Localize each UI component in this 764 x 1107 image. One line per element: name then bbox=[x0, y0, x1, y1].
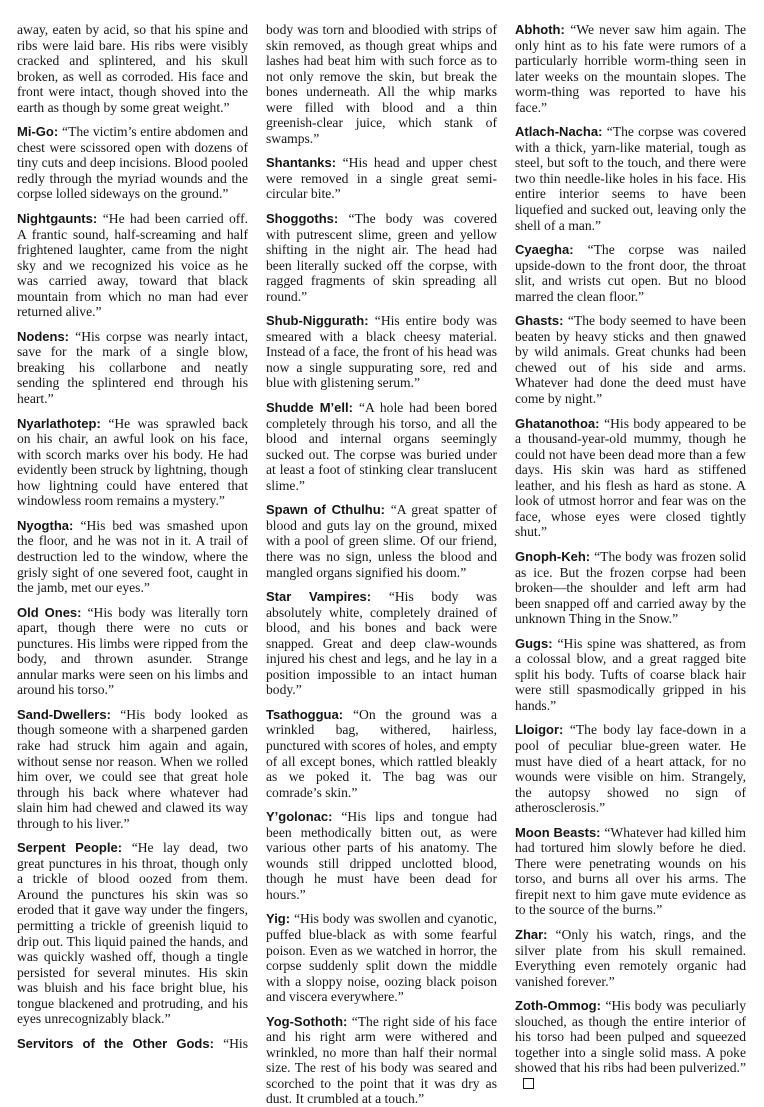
entry-name: Cyaegha bbox=[515, 242, 570, 258]
entry-text: “His corpse was nearly intact, save for the mark of a single blow, breaking his collarbone and neatly sending the splintered end through his heart.” bbox=[17, 328, 248, 407]
entry-name: Lloigor bbox=[515, 722, 560, 738]
entry-name: Mi-Go bbox=[17, 124, 54, 140]
entry-text: “The corpse was covered with a thick, yarn-like material, tough as steel, but soft to the touch, and there were two thin needle-like holes in his face. His entire interior seems to have been liquefied and sucked out, leaving only the shell of a man.” bbox=[515, 124, 746, 233]
entry-name: Shudde M’ell bbox=[266, 400, 349, 416]
entry-star-vampires: Star Vampires: “His body was absolutely white, completely drained of blood, and his bones and back were snapped. Great and deep claw-wounds injured his chest and legs, and he lay in a position impossible to an intact human body.” bbox=[266, 589, 497, 698]
entry-name: Nyogtha bbox=[17, 517, 69, 533]
entry-name: Moon Beasts bbox=[515, 824, 597, 840]
entry-shoggoths: Shoggoths: “The body was covered with putrescent slime, green and yellow shifting in the night air. The head had been literally sucked off the corpse, with ragged fragments of skin spreading all round.” bbox=[266, 211, 497, 304]
entry-text: “He had been carried off. A frantic sound, half-screaming and half frightened laughter, came from the night sky and we recognized his voice as he was carried away, toward that black mountain from which no man had ever returned alive.” bbox=[17, 211, 248, 320]
entry-abhoth: Abhoth: “We never saw him again. The only hint as to his fate were rumors of a particularly horrible worm-thing seen in later weeks on the mountain slopes. The worm-thing was reported to have his face.” bbox=[515, 22, 746, 115]
entry-text: “He was sprawled back on his chair, an awful look on his face, with scorch marks over his body. He had evidently been struck by lightning, though how lightning could have entered that windowless room remains a mystery.” bbox=[17, 415, 248, 509]
entry-ghatanothoa: Ghatanothoa: “His body appeared to be a thousand-year-old mummy, though he could not have been dead more than a few days. His skin was hard as stiffened leather, and his flesh as hard as stone. A look of utmost horror and fear was on the face, whose eyes were closed tightly shut.” bbox=[515, 415, 746, 540]
entry-name: Spawn of Cthulhu bbox=[266, 502, 381, 518]
entry-tsathoggua: Tsathoggua: “On the ground was a wrinkled bag, withered, hairless, punctured with scores of holes, and empty of all except bones, which rattled bleakly as we poked it. The bag was our comrade’s skin.” bbox=[266, 706, 497, 800]
entry-text: “His spine was shattered, as from a colossal blow, and a great ragged bite split his body. Tufts of coarse black hair were still spasmodically gripped in his hands.” bbox=[515, 635, 746, 713]
text-column-1 bbox=[17, 22, 248, 1086]
entry-name: Serpent People bbox=[17, 840, 118, 856]
entry-spawn-of-cthulhu: Spawn of Cthulhu: “A great spatter of blood and guts lay on the ground, mixed with a pool of green slime. Of our friend, there was no sign, unless the blood and mangled organs signified his doom.” bbox=[266, 502, 497, 580]
entry-text: “The body lay face-down in a pool of peculiar blue-green water. He must have died of a heart attack, for no wounds were visible on him. Strangely, the autopsy showed no sign of atherosclerosis.” bbox=[515, 722, 746, 816]
entry-name: Sand-Dwellers bbox=[17, 706, 107, 722]
entry-text: “On the ground was a wrinkled bag, withered, hairless, punctured with scores of holes, and empty of all except bones, which rattled bleakly as we poked it. The bag was our comrade’s skin.” bbox=[266, 706, 497, 800]
entry-gugs: Gugs: “His spine was shattered, as from a colossal blow, and a great ragged bite split his body. Tufts of coarse black hair were still spasmodically gripped in his hands.” bbox=[515, 635, 746, 713]
entry-name: Star Vampires bbox=[266, 589, 367, 605]
entry-name: Zoth-Ommog bbox=[515, 998, 597, 1014]
text-column-2 bbox=[266, 22, 498, 1107]
entry-text: “His bed was smashed upon the floor, and he was not in it. A trail of destruction led to the window, where the grisly sight of one severed foot, caught in the jamb, met our eyes.” bbox=[17, 517, 248, 596]
entry-text: “His body looked as though someone with a sharpened garden rake had struck him again and again, without sense nor reason. When we rolled him over, we could see that great hole through his back where whatever had slain him had chewed and clawed its way through to his liver.” bbox=[17, 706, 248, 831]
entry-name: Zhar bbox=[515, 926, 544, 942]
entry-text: “His body was literally torn apart, though there were no cuts or punctures. His limbs were ripped from the body, and thrown asunder. Strange annular marks were seen on his limbs and around his torso.” bbox=[17, 604, 249, 698]
entry-name: Tsathoggua bbox=[266, 706, 339, 722]
entry-shudde-mell: Shudde M’ell: “A hole had been bored completely through his torso, and all the blood and internal organs seemingly sucked out. The corpse was buried under at least a foot of stinking clear translucent slime.” bbox=[266, 400, 497, 493]
entry-text: “Whatever had killed him had tortured him slowly before he died. There were penetrating wounds on his torso, and burns all over his arms. The firepit next to him gave mute evidence as to the source of the burns.” bbox=[515, 824, 746, 918]
entry-name: Yig bbox=[266, 911, 286, 927]
entry-text: “His bbox=[223, 1035, 248, 1051]
entry-old-ones: Old Ones: “His body was literally torn apart, though there were no cuts or punctures. His limbs were ripped from the body, and thrown asunder. Strange annular marks were seen on his limbs and around his torso.” bbox=[17, 604, 249, 698]
entry-text: “The body was covered with putrescent slime, green and yellow shifting in the night air. The head had been literally sucked off the corpse, with ragged fragments of skin spreading all round.” bbox=[266, 211, 497, 304]
entry-name: Abhoth bbox=[515, 22, 561, 37]
entry-text: “The corpse was nailed upside-down to the front door, the throat slit, and wrists cut open. But no blood marred the clean floor.” bbox=[515, 242, 746, 304]
entry-mi-go: Mi-Go: “The victim’s entire abdomen and chest were scissored open with dozens of tiny cuts and deep incisions. Blood pooled redly through the myriad wounds and the corpse lolled sideways on the ground.” bbox=[17, 124, 248, 202]
entry-nightgaunts: Nightgaunts: “He had been carried off. A frantic sound, half-screaming and half frightened laughter, came from the night sky and we recognized his voice as he was carried away, toward that black mountain from which no man had ever returned alive.” bbox=[17, 211, 248, 320]
entry-name: Servitors of the Other Gods bbox=[17, 1035, 210, 1051]
entry-zhar: Zhar: “Only his watch, rings, and the silver plate from his skull remained. Everything even remotely organic had vanished forever.” bbox=[515, 926, 746, 989]
entry-text: “The body was frozen solid as ice. But the frozen corpse had been broken—the shoulder and left arm had been snapped off and carried away by the unknown Thing in the Snow.” bbox=[515, 548, 746, 627]
entry-name: Shantanks bbox=[266, 155, 332, 171]
entry-atlach-nacha: Atlach-Nacha: “The corpse was covered with a thick, yarn-like material, tough as steel, but soft to the touch, and there were two thin needle-like holes in his face. His entire interior seems to have been liquefied and sucked out, leaving only the shell of a man.” bbox=[515, 124, 746, 233]
continued-paragraph: body was torn and bloodied with strips of skin removed, as though great whips and lashes had beat him with such force as to not only remove the skin, but break the bones underneath. All the whip marks were filled with blood and a thin greenish-clear juice, which stank of swamps.” bbox=[266, 22, 497, 146]
entry-lloigor: Lloigor: “The body lay face-down in a pool of peculiar blue-green water. He must have died of a heart attack, for no wounds were visible on him. Strangely, the autopsy showed no sign of atherosclerosis.” bbox=[515, 722, 746, 816]
entry-name: Gugs bbox=[515, 635, 549, 651]
entry-sand-dwellers: Sand-Dwellers: “His body looked as though someone with a sharpened garden rake had struck him again and again, without sense nor reason. When we rolled him over, we could see that great hole through his back where whatever had slain him had chewed and clawed its way through to his liver.” bbox=[17, 706, 248, 831]
entry-text: “A great spatter of blood and guts lay on the ground, mixed with a pool of green slime. Of our friend, there was no sign, unless the blood and mangled organs signified his doom.” bbox=[266, 502, 497, 580]
entry-text: “His entire body was smeared with a black cheesy material. Instead of a face, the front of his head was now a single suppurating sore, red and blue with glistening serum.” bbox=[266, 313, 497, 391]
entry-cyaegha: Cyaegha: “The corpse was nailed upside-down to the front door, the throat slit, and wrists cut open. But no blood marred the clean floor.” bbox=[515, 242, 746, 304]
end-of-article-box-icon bbox=[523, 1078, 534, 1089]
entry-text: “The victim’s entire abdomen and chest were scissored open with dozens of tiny cuts and deep incisions. Blood pooled redly through the myriad wounds and the corpse lolled sideways on the ground.” bbox=[17, 124, 248, 202]
entry-text: “His body was peculiarly slouched, as though the entire interior of his torso had been pulped and squeezed together into a single solid mass. A poke showed that his ribs had been pulverized.” bbox=[515, 998, 746, 1076]
entry-name: Shoggoths bbox=[266, 211, 334, 227]
entry-text: “We never saw him again. The only hint as to his fate were rumors of a particularly horrible worm-thing seen in later weeks on the mountain slopes. The worm-thing was reported to have his face.” bbox=[515, 22, 746, 115]
entry-zoth-ommog: Zoth-Ommog: “His body was peculiarly slouched, as though the entire interior of his torso had been pulped and squeezed together into a single solid mass. A poke showed that his ribs had been pulverized.” bbox=[515, 998, 746, 1091]
entry-text: “The body seemed to have been beaten by heavy sticks and then gnawed by wild animals. Great chunks had been chewed out of his side and arms. Whatever had done the deed must have come by night.” bbox=[515, 313, 746, 407]
entry-shantanks: Shantanks: “His head and upper chest were removed in a single great semi-circular bite.” bbox=[266, 155, 497, 202]
entry-yig: Yig: “His body was swollen and cyanotic, puffed blue-black as with some fearful poison. Even as we watched in horror, the corpse suddenly split down the middle with a sloppy noise, oozing black poison and viscera everywhere.” bbox=[266, 911, 497, 1005]
entry-text: “His body was swollen and cyanotic, puffed blue-black as with some fearful poison. Even as we watched in horror, the corpse suddenly split down the middle with a sloppy noise, oozing black poison and viscera everywhere.” bbox=[266, 911, 497, 1005]
entry-text: “A hole had been bored completely through his torso, and all the blood and internal organs seemingly sucked out. The corpse was buried under at least a foot of stinking clear translucent slime.” bbox=[266, 400, 497, 493]
entry-servitors-of-the-other-gods: Servitors of the Other Gods: “His bbox=[17, 1035, 248, 1051]
entry-nyarlathotep: Nyarlathotep: “He was sprawled back on his chair, an awful look on his face, with scorch marks over his body. He had evidently been struck by lightning, though how lightning could have entered that windowless room remains a mystery.” bbox=[17, 415, 248, 509]
entry-text: “His body appeared to be a thousand-year-old mummy, though he could not have been dead more than a few days. His skin was hard as stiffened leather, and his flesh as hard as stone. A look of utmost horror and fear was on the face, whose eyes were closed tightly shut.” bbox=[515, 415, 746, 540]
entry-moon-beasts: Moon Beasts: “Whatever had killed him had tortured him slowly before he died. There were penetrating wounds on his torso, and burns all over his arms. The firepit next to him gave mute evidence as to the source of the burns.” bbox=[515, 824, 746, 918]
entry-name: Old Ones bbox=[17, 604, 78, 620]
text-column-3 bbox=[515, 22, 750, 1086]
entry-text: “The right side of his face and his right arm were withered and wrinkled, no more than half their normal size. The rest of his body was seared and scorched to the point that it was dry as dust. It crumbled at a touch.” bbox=[266, 1013, 498, 1107]
entry-nodens: Nodens: “His corpse was nearly intact, save for the mark of a single blow, breaking his collarbone and neatly sending the splintered end through his heart.” bbox=[17, 328, 248, 407]
entry-name: Nightgaunts bbox=[17, 211, 93, 227]
entry-name: Nodens bbox=[17, 328, 65, 344]
entry-ghasts: Ghasts: “The body seemed to have been beaten by heavy sticks and then gnawed by wild animals. Great chunks had been chewed out of his side and arms. Whatever had done the deed must have come by night.” bbox=[515, 313, 746, 407]
entry-shub-niggurath: Shub-Niggurath: “His entire body was smeared with a black cheesy material. Instead of a face, the front of his head was now a single suppurating sore, red and blue with glistening serum.” bbox=[266, 313, 497, 391]
entry-gnoph-keh: Gnoph-Keh: “The body was frozen solid as ice. But the frozen corpse had been broken—the shoulder and left arm had been snapped off and carried away by the unknown Thing in the Snow.” bbox=[515, 548, 746, 627]
entry-name: Nyarlathotep bbox=[17, 415, 97, 431]
entry-name: Yog-Sothoth bbox=[266, 1013, 344, 1029]
entry-name: Atlach-Nacha bbox=[515, 124, 599, 140]
entry-name: Ghatanothoa bbox=[515, 415, 596, 431]
entry-name: Ghasts bbox=[515, 313, 560, 329]
continued-paragraph: away, eaten by acid, so that his spine and ribs were laid bare. His ribs were visibly cracked and splintered, and his skull broken, as well as corroded. His face and front were intact, though shoved into the earth as though by some great weight.” bbox=[17, 22, 248, 115]
entry-name: Y’golonac bbox=[266, 809, 329, 825]
entry-text: “His body was absolutely white, completely drained of blood, and his bones and back were snapped. Great and deep claw-wounds injured his chest and legs, and he lay in a position impossible to an intact human body.” bbox=[266, 589, 497, 698]
entry-ygolonac: Y’golonac: “His lips and tongue had been methodically bitten out, as were various other parts of his anatomy. The wounds still dripped unclotted blood, though he must have been dead for hours.” bbox=[266, 809, 497, 902]
entry-nyogtha: Nyogtha: “His bed was smashed upon the floor, and he was not in it. A trail of destruction led to the window, where the grisly sight of one severed foot, caught in the jamb, met our eyes.” bbox=[17, 517, 248, 596]
entry-serpent-people: Serpent People: “He lay dead, two great punctures in his throat, though only a trickle of blood oozed from them. Around the punctures his skin was so eroded that it gave way under the fingers, permitting a trickle of greenish liquid to drip out. This liquid pained the hands, and was quickly washed off, though a tingle persisted for several minutes. His skin was bluish and his face bright blue, his tongue blackened and protruding, and his eyes unrecognizably black.” bbox=[17, 840, 248, 1027]
entry-yog-sothoth: Yog-Sothoth: “The right side of his face and his right arm were withered and wrinkled, no more than half their normal size. The rest of his body was seared and scorched to the point that it was dry as dust. It crumbled at a touch.” bbox=[266, 1013, 498, 1107]
entry-text: “His lips and tongue had been methodically bitten out, as were various other parts of his anatomy. The wounds still dripped unclotted blood, though he must have been dead for hours.” bbox=[266, 809, 497, 902]
entry-text: “He lay dead, two great punctures in his throat, though only a trickle of blood oozed from them. Around the punctures his skin was so eroded that it gave way under the fingers, permitting a trickle of greenish liquid to drip out. This liquid pained the hands, and was quickly washed off, though a tingle persisted for several minutes. His skin was bluish and his face bright blue, his tongue blackened and protruding, and his eyes unrecognizably black.” bbox=[17, 840, 248, 1027]
entry-text: “Only his watch, rings, and the silver plate from his skull remained. Everything even remotely organic had vanished forever.” bbox=[515, 926, 746, 989]
entry-name: Shub-Niggurath bbox=[266, 313, 365, 329]
entry-text: “His head and upper chest were removed in a single great semi-circular bite.” bbox=[266, 155, 497, 202]
entry-name: Gnoph-Keh bbox=[515, 548, 586, 564]
